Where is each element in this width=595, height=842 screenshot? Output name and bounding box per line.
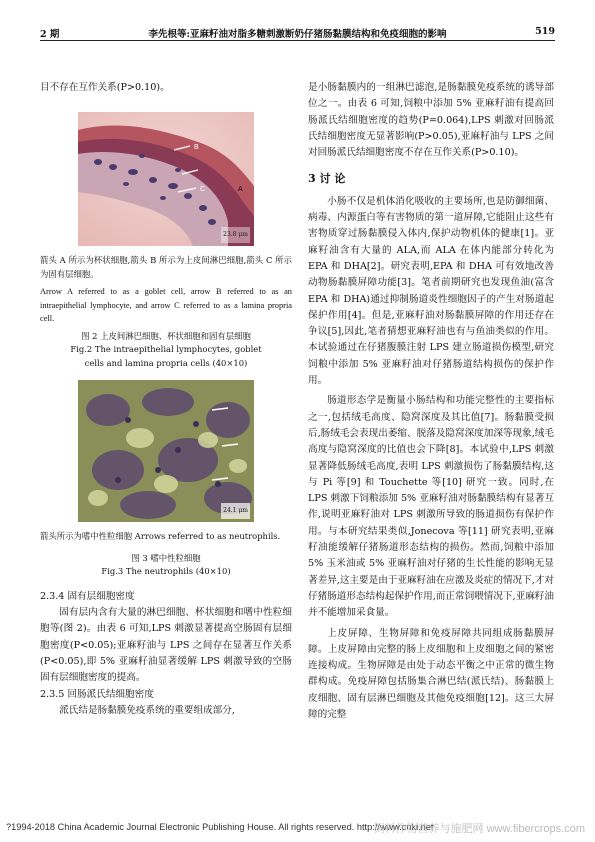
figure-3-scale-bar: 24.1 μm [221,503,250,519]
figure-2-label-b: B [194,144,199,152]
figure-3-title-en: Fig.3 The neutrophils (40×10) [101,566,231,577]
figure-2-title-en-1: Fig.2 The intraepithelial lymphocytes, goblet [70,344,262,355]
section-2-3-5-text: 派氏结是肠黏膜免疫系统的重要组成部分, [59,704,235,716]
figure-2-label-a: A [238,186,243,194]
section-2-3-5-title: 2.3.5 回肠派氏结细胞密度 [40,688,154,700]
figure-3-image [78,380,254,522]
left-column [40,80,292,719]
discussion-paragraph-2: 肠道形态学是衡量小肠结构和功能完整性的主要指标之一,包括绒毛高度、隐窝深度及其比值[7]。肠黏膜受损后,肠绒毛会表现出萎缩、脱落及隐窝深度加深等现象,绒毛高度与隐窝深度的比值也会下降[8]。本试验中,LPS 刺激显著降低肠绒毛高度,表明 LPS 刺激损伤了肠黏膜结构,这与 Pi 等[9] 和 Touchette 等[10] 研究一致。同时,在 LPS 刺激下饲粮添加 5% 亚麻籽油对肠黏膜结构有显著互作,说明亚麻籽油对 LPS 刺激所导致的肠道损伤有保护作用。与本研究结果类似,Jonecova 等[11] 研究表明,亚麻籽油能缓解仔猪肠道形态结构的损伤。然而,饲粮中添加 5% 玉米油或 5% 亚麻籽油对仔猪的生长性能的影响无显著差异,这主要是由于亚麻籽油在应激及炎症的情况下,才对仔猪肠道形态结构起保护作用,而正常饲喂情况下,亚麻籽油并不能增加采食量。 [308,395,554,619]
figure-2-note-cn: 箭头 A 所示为杯状细胞,箭头 B 所示为上皮间淋巴细胞,箭头 C 所示为固有层细胞。 [40,255,292,279]
right-column [308,80,554,723]
running-header [40,20,555,40]
micrograph-neutrophils [78,380,254,522]
running-title: 李先根等:亚麻籽油对脂多糖刺激断奶仔猪肠黏膜结构和免疫细胞的影响 [148,29,447,40]
figure-2-scale-bar: 23.8 μm [221,227,250,243]
site-watermark: 饲料作物营养与施肥网 www.fibercrops.com [373,823,585,835]
figure-3-note: 箭头所示为嗜中性粒细胞 Arrows referred to as neutrophils. [40,531,281,542]
figure-2-title-en-2: cells and lamina propria cells (40×10) [84,357,248,368]
left-top-paragraph: 目不存在互作关系(P>0.10)。 [40,82,170,93]
figure-2-image [78,112,254,246]
figure-2-note-en: Arrow A referred to as a goblet cell, arrow B referred to as an intraepithelial lymphocyte, and arrow C referred to as a lamina propria cell. [40,287,292,324]
right-paragraph-1: 是小肠黏膜内的一组淋巴滤泡,是肠黏膜免疫系统的诱导部位之一。由表 6 可知,饲粮中添加 5% 亚麻籽油有提高回肠派氏结细胞密度的趋势(P=0.064),LPS 刺激对回肠派氏结细胞密度无显著影响(P>0.05),亚麻籽油与 LPS 之间对回肠派氏结细胞密度不存在互作关系(P>0.10)。 [308,82,554,159]
page-footer [0,820,595,836]
figure-3-title-cn: 图 3 嗜中性粒细胞 [131,552,201,563]
section-3-heading: 3 讨 论 [308,172,346,186]
figure-2-label-c: C [200,186,206,194]
issue-number: 2 期 [40,29,60,40]
copyright-line: ?1994-2018 China Academic Journal Electronic Publishing House. All rights reserved. http://www.cnki.net [6,822,434,832]
discussion-paragraph-1: 小肠不仅是机体消化吸收的主要场所,也是防御细菌、病毒、内源蛋白等有害物质的第一道屏障,它能阻止这些有害物质穿过肠黏膜侵入体内,保护动物机体的健康[1]。亚麻籽油含有大量的 ALA,而 ALA 在体内能部分转化为 EPA 和 DHA[2]。研究表明,EPA 和 DHA 可有效地改善动物肠黏膜屏障功能[3]。笔者前期研究也发现鱼油(富含 EPA 和 DHA)通过抑制肠道炎性细胞因子的产生对肠道起保护作用[4]。但是,亚麻籽油对肠黏膜屏障的作用还存在争议[5],因此,笔者猜想亚麻籽油也有与鱼油类似的作用。本试验通过在仔猪腹膜注射 LPS 建立肠道损伤模型,研究饲粮中添加 5% 亚麻籽油对仔猪肠道结构损伤的保护作用。 [308,195,554,387]
section-2-3-4-text: 固有层内含有大量的淋巴细胞、杯状细胞和嗜中性粒细胞等(图 2)。由表 6 可知,LPS 刺激显著提高空肠固有层细胞密度(P<0.05);亚麻籽油与 LPS 之间存在显著互作关系(P<0.05),即 5% 亚麻籽油显著缓解 LPS 刺激导致的空肠固有层细胞密度的提高。 [40,607,292,684]
page-number: 519 [535,26,555,37]
section-2-3-4-title: 2.3.4 固有层细胞密度 [40,590,135,602]
header-rule [40,40,555,41]
discussion-paragraph-3: 上皮屏障、生物屏障和免疫屏障共同组成肠黏膜屏障。上皮屏障由完整的肠上皮细胞和上皮细胞之间的紧密连接构成。生物屏障是由处于动态平衡之中正常的微生物群构成。免疫屏障包括肠集合淋巴结(派氏结)、肠黏膜上皮细胞、固有层淋巴细胞及其他免疫细胞[12]。这三大屏障的完整 [308,627,554,720]
figure-2-title-cn: 图 2 上皮间淋巴细胞、杯状细胞和固有层细胞 [81,330,251,341]
